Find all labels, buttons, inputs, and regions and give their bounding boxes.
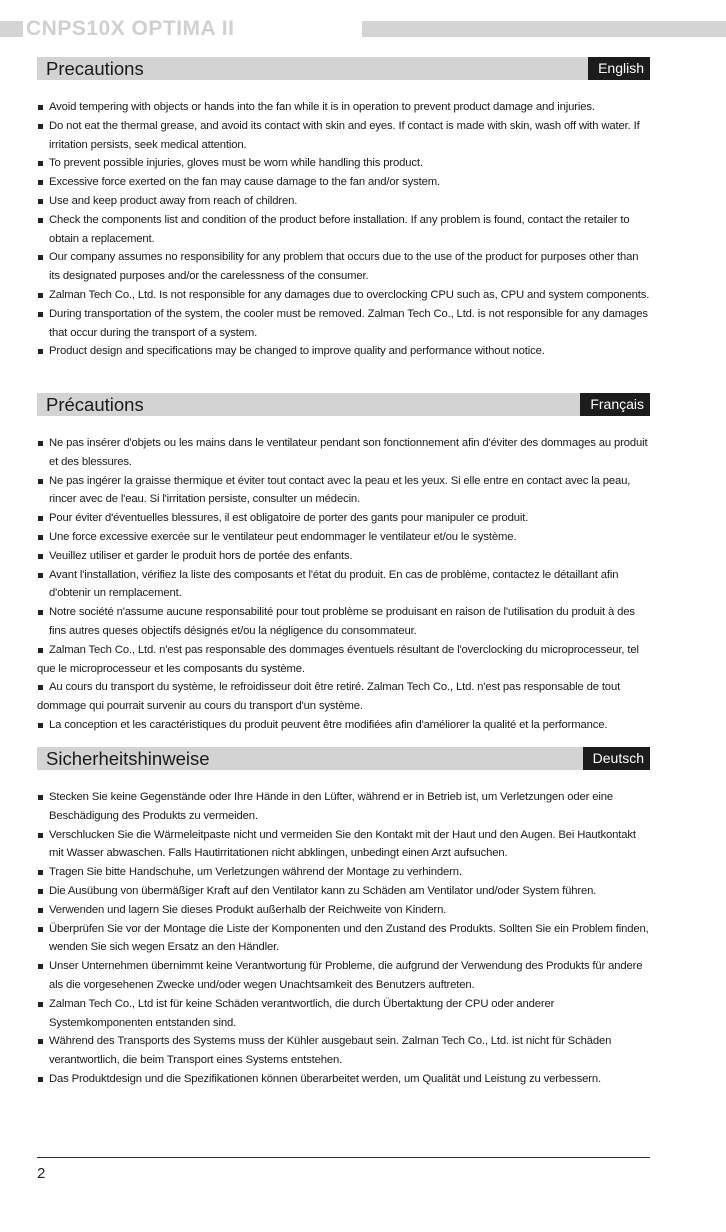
- header-bar-right-decoration: [362, 21, 726, 37]
- bullet-square-icon: [38, 685, 43, 690]
- bullet-square-icon: [38, 255, 43, 260]
- list-item-text: Die Ausübung von übermäßiger Kraft auf den Ventilator kann zu Schäden am Ventilator und/oder System führen.: [49, 884, 597, 897]
- list-item: [37, 434, 650, 472]
- list-item-text: Ne pas insérer d'objets ou les mains dans le ventilateur pendant son fonctionnement afin d'éviter des dommages au produit et des blessures.: [49, 437, 648, 468]
- bullet-square-icon: [38, 908, 43, 913]
- list-item: [37, 192, 650, 211]
- list-item-text: Verwenden und lagern Sie dieses Produkt außerhalb der Reichweite von Kindern.: [49, 903, 447, 916]
- section-title: Précautions: [46, 394, 144, 415]
- list-item: [37, 547, 650, 566]
- list-item-text: Avant l'installation, vérifiez la liste des composants et l'état du produit. En cas de problème, contactez le détaillant afin d'obtenir un remplacement.: [49, 568, 619, 600]
- list-item: [37, 1070, 650, 1089]
- list-item: [37, 566, 650, 604]
- section-header: [37, 57, 650, 80]
- list-item-text: During transportation of the system, the cooler must be removed. Zalman Tech Co., Ltd. is not responsible for any damages that occur during the transport of a system.: [49, 307, 648, 339]
- bullet-square-icon: [38, 795, 43, 800]
- list-item-text: Product design and specifications may be changed to improve quality and performance without notice.: [49, 345, 545, 358]
- section-header: [37, 747, 650, 770]
- bullet-square-icon: [38, 573, 43, 578]
- bullet-square-icon: [38, 479, 43, 484]
- list-item-text: Our company assumes no responsibility for any problem that occurs due to the use of the product for purposes other than its designated purposes and/or the carelessness of the consumer.: [49, 251, 639, 283]
- bullet-square-icon: [38, 124, 43, 129]
- bullet-square-icon: [38, 441, 43, 446]
- bullet-square-icon: [38, 1002, 43, 1007]
- list-item: [37, 173, 650, 192]
- footer-divider: [37, 1157, 650, 1158]
- list-item: [37, 248, 650, 286]
- list-item-text: Excessive force exerted on the fan may cause damage to the fan and/or system.: [49, 176, 440, 189]
- list-item-text: Pour éviter d'éventuelles blessures, il est obligatoire de porter des gants pour manipuler ce produit.: [49, 512, 529, 525]
- list-item-text: Überprüfen Sie vor der Montage die Liste der Komponenten und den Zustand des Produkts. Sollten Sie ein Problem finden, wenden Sie sich wegen Ersatz an den Händler.: [49, 922, 649, 954]
- section-english: [37, 57, 650, 361]
- list-item: [37, 603, 650, 641]
- language-badge: Français: [580, 393, 650, 416]
- list-item-text: Au cours du transport du système, le refroidisseur doit être retiré. Zalman Tech Co., Ltd. n'est pas responsable de tout dommage qui pourrait survenir au cours du transport d'un système.: [37, 681, 621, 713]
- bullet-square-icon: [38, 516, 43, 521]
- list-item-text: Notre société n'assume aucune responsabilité pour tout problème se produisant en raison de l'utilisation du produit à des fins autres queses objectifs désignés et/ou la négligence du consommateur.: [49, 606, 635, 637]
- precautions-list: [37, 98, 650, 361]
- list-item-text: Do not eat the thermal grease, and avoid its contact with skin and eyes. If contact is made with skin, wash off with water. If irritation persists, seek medical attention.: [49, 119, 640, 151]
- list-item: [37, 901, 650, 920]
- list-item-text: Während des Transports des Systems muss der Kühler ausgebaut sein. Zalman Tech Co., Ltd. ist nicht für Schäden verantwortlich, die beim Transport eines Systems entstehen.: [49, 1035, 612, 1067]
- precautions-list: [37, 434, 650, 735]
- list-item-text: Tragen Sie bitte Handschuhe, um Verletzungen während der Montage zu verhindern.: [49, 866, 462, 879]
- list-item: [37, 154, 650, 173]
- bullet-square-icon: [38, 964, 43, 969]
- bullet-square-icon: [38, 648, 43, 653]
- list-item-text: Das Produktdesign und die Spezifikationen können überarbeitet werden, um Qualität und Leistung zu verbessern.: [49, 1072, 601, 1085]
- list-item: [37, 716, 650, 735]
- list-item: [37, 957, 650, 995]
- list-item: [37, 472, 650, 510]
- bullet-square-icon: [38, 889, 43, 894]
- bullet-square-icon: [38, 870, 43, 875]
- bullet-square-icon: [38, 833, 43, 838]
- brand-title: CNPS10X OPTIMA II: [26, 17, 235, 40]
- list-item: [37, 641, 650, 679]
- header-bar-left-decoration: [0, 21, 23, 37]
- bullet-square-icon: [38, 349, 43, 354]
- list-item-text: Stecken Sie keine Gegenstände oder Ihre Hände in den Lüfter, während er in Betrieb ist, um Verletzungen oder eine Beschädigung des Produkts zu vermeiden.: [49, 791, 613, 822]
- bullet-square-icon: [38, 723, 43, 728]
- list-item: [37, 920, 650, 958]
- list-item: [37, 995, 650, 1033]
- list-item: [37, 863, 650, 882]
- list-item-text: Avoid tempering with objects or hands into the fan while it is in operation to prevent product damage and injuries.: [49, 101, 595, 113]
- list-item-text: Zalman Tech Co., Ltd. Is not responsible for any damages due to overclocking CPU such as, CPU and system components.: [49, 288, 650, 301]
- list-item: [37, 98, 650, 117]
- bullet-square-icon: [38, 610, 43, 615]
- bullet-square-icon: [38, 312, 43, 317]
- list-item: [37, 882, 650, 901]
- language-badge: English: [588, 57, 650, 80]
- list-item-text: Zalman Tech Co., Ltd ist für keine Schäden verantwortlich, die durch Übertaktung der CPU oder anderer Systemkomponenten entstanden sind.: [49, 997, 555, 1029]
- list-item: [37, 286, 650, 305]
- list-item: [37, 342, 650, 361]
- list-item-text: Zalman Tech Co., Ltd. n'est pas responsable des dommages éventuels résultant de l'overclocking du microprocesseur, tel que le microprocesseur et les composants du système.: [37, 643, 639, 675]
- list-item: [37, 528, 650, 547]
- list-item: [37, 305, 650, 343]
- list-item: [37, 1032, 650, 1070]
- bullet-square-icon: [38, 1077, 43, 1082]
- list-item: [37, 509, 650, 528]
- bullet-square-icon: [38, 554, 43, 559]
- section-header: [37, 393, 650, 416]
- section-title: Precautions: [46, 58, 144, 79]
- list-item-text: Verschlucken Sie die Wärmeleitpaste nicht und vermeiden Sie den Kontakt mit der Haut und den Augen. Bei Hautkontakt mit Wasser abwaschen. Falls Hautirritationen nicht abklingen, unbedingt einen Arzt aufsuchen.: [49, 828, 636, 860]
- list-item: [37, 211, 650, 249]
- list-item: [37, 826, 650, 864]
- list-item-text: Veuillez utiliser et garder le produit hors de portée des enfants.: [49, 549, 353, 562]
- list-item-text: La conception et les caractéristiques du produit peuvent être modifiées afin d'améliorer la qualité et la performance.: [49, 718, 608, 731]
- bullet-square-icon: [38, 105, 43, 110]
- header-bar: [0, 17, 726, 40]
- bullet-square-icon: [38, 535, 43, 540]
- list-item: [37, 788, 650, 826]
- bullet-square-icon: [38, 927, 43, 932]
- bullet-square-icon: [38, 293, 43, 298]
- section-german: [37, 747, 650, 1089]
- list-item-text: Une force excessive exercée sur le ventilateur peut endommager le ventilateur et/ou le système.: [49, 530, 517, 543]
- bullet-square-icon: [38, 180, 43, 185]
- list-item-text: Ne pas ingérer la graisse thermique et éviter tout contact avec la peau et les yeux. Si elle entre en contact avec la peau, rincer avec de l'eau. Si l'irritation persiste, consulter un médecin.: [49, 474, 631, 506]
- language-badge: Deutsch: [583, 747, 650, 770]
- precautions-list: [37, 788, 650, 1089]
- list-item-text: Use and keep product away from reach of children.: [49, 194, 298, 207]
- list-item: [37, 117, 650, 155]
- section-french: [37, 393, 650, 735]
- bullet-square-icon: [38, 161, 43, 166]
- bullet-square-icon: [38, 218, 43, 223]
- list-item-text: To prevent possible injuries, gloves must be worn while handling this product.: [49, 157, 423, 170]
- list-item-text: Check the components list and condition of the product before installation. If any problem is found, contact the retailer to obtain a replacement.: [49, 213, 630, 245]
- bullet-square-icon: [38, 1039, 43, 1044]
- bullet-square-icon: [38, 199, 43, 204]
- list-item-text: Unser Unternehmen übernimmt keine Verantwortung für Probleme, die aufgrund der Verwendung des Produkts für andere als die vorgesehenen Zwecke und/oder wegen Unachtsamkeit des Benutzers auftreten.: [49, 960, 643, 991]
- page-number: 2: [37, 1165, 46, 1182]
- list-item: [37, 678, 650, 716]
- section-title: Sicherheitshinweise: [46, 748, 210, 769]
